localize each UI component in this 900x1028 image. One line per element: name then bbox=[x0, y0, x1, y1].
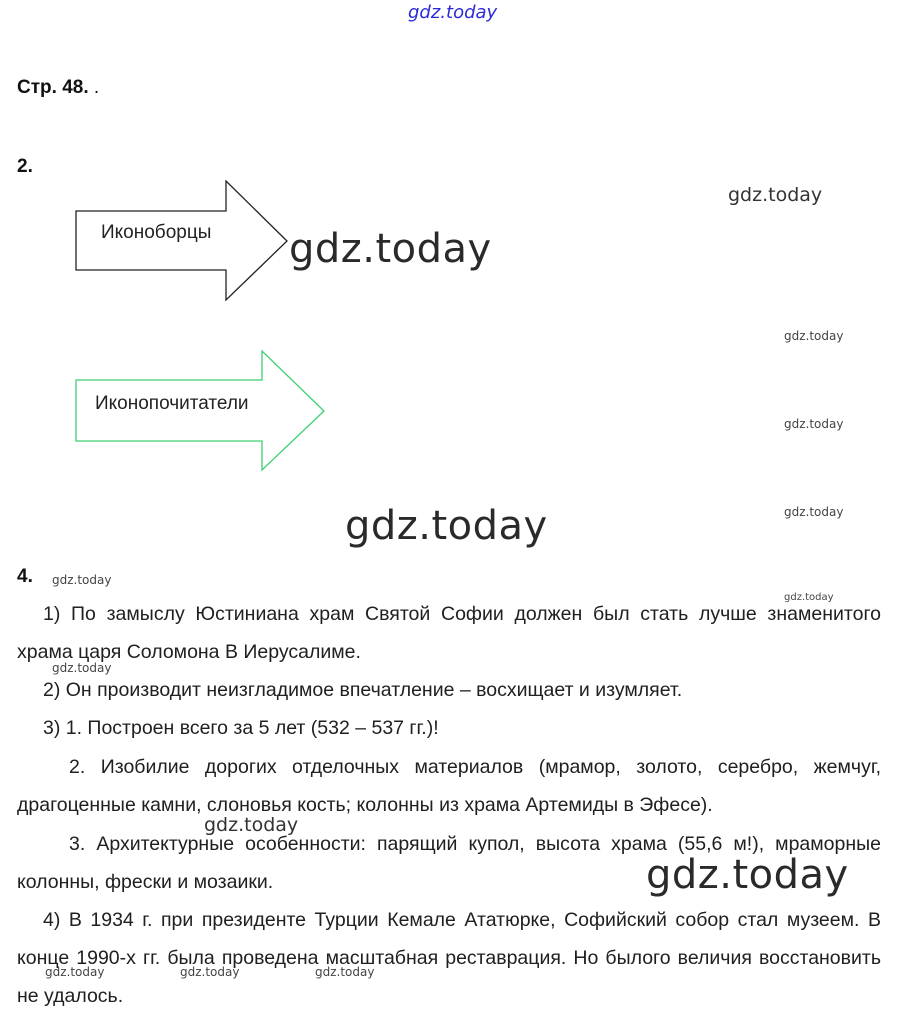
arrow-label-iconodules: Иконопочитатели bbox=[95, 393, 249, 414]
watermark: gdz.today bbox=[784, 592, 834, 603]
watermark: gdz.today bbox=[315, 965, 375, 979]
watermark: gdz.today bbox=[204, 814, 299, 836]
watermark: gdz.today bbox=[345, 503, 548, 549]
watermark: gdz.today bbox=[784, 505, 844, 519]
watermark: gdz.today bbox=[180, 965, 240, 979]
watermark: gdz.today bbox=[784, 417, 844, 431]
task4-number: 4. bbox=[17, 566, 33, 587]
answer-paragraph-6: 4) В 1934 г. при президенте Турции Кемале Ататюрке, Софийский собор стал музеем. В конце 1990-х гг. была проведена масштабная реставрация. Но былого величия восстановить не удалось. bbox=[17, 909, 881, 1007]
page-heading-extra: . bbox=[88, 77, 100, 98]
watermark-top: gdz.today bbox=[408, 2, 498, 23]
answer-paragraph-5: 3. Архитектурные особенности: парящий купол, высота храма (55,6 м!), мраморные колонны, фрески и мозаики. bbox=[17, 833, 881, 893]
task2-number: 2. bbox=[17, 156, 33, 177]
arrow-label-iconoclasts: Иконоборцы bbox=[101, 222, 212, 243]
answer-paragraph-3: 3) 1. Построен всего за 5 лет (532 – 537 гг.)! bbox=[43, 717, 439, 739]
answer-paragraph-2: 2) Он производит неизгладимое впечатление – восхищает и изумляет. bbox=[43, 679, 683, 701]
watermark: gdz.today bbox=[289, 226, 492, 272]
watermark: gdz.today bbox=[52, 661, 112, 675]
watermark: gdz.today bbox=[728, 184, 823, 206]
watermark: gdz.today bbox=[52, 573, 112, 587]
page-heading-text: Стр. 48. bbox=[17, 77, 89, 98]
page-heading bbox=[17, 77, 99, 99]
answer-paragraph-1: 1) По замыслу Юстиниана храм Святой Софии должен был стать лучше знаменитого храма царя Соломона В Иерусалиме. bbox=[17, 603, 881, 663]
answer-paragraph-4: 2. Изобилие дорогих отделочных материалов (мрамор, золото, серебро, жемчуг, драгоценные камни, слоновья кость; колонны из храма Артемиды в Эфесе). bbox=[17, 756, 881, 816]
arrow-iconoclasts bbox=[75, 180, 290, 302]
arrow-iconodules bbox=[75, 350, 327, 472]
watermark: gdz.today bbox=[45, 965, 105, 979]
watermark: gdz.today bbox=[784, 329, 844, 343]
watermark: gdz.today bbox=[646, 852, 849, 898]
